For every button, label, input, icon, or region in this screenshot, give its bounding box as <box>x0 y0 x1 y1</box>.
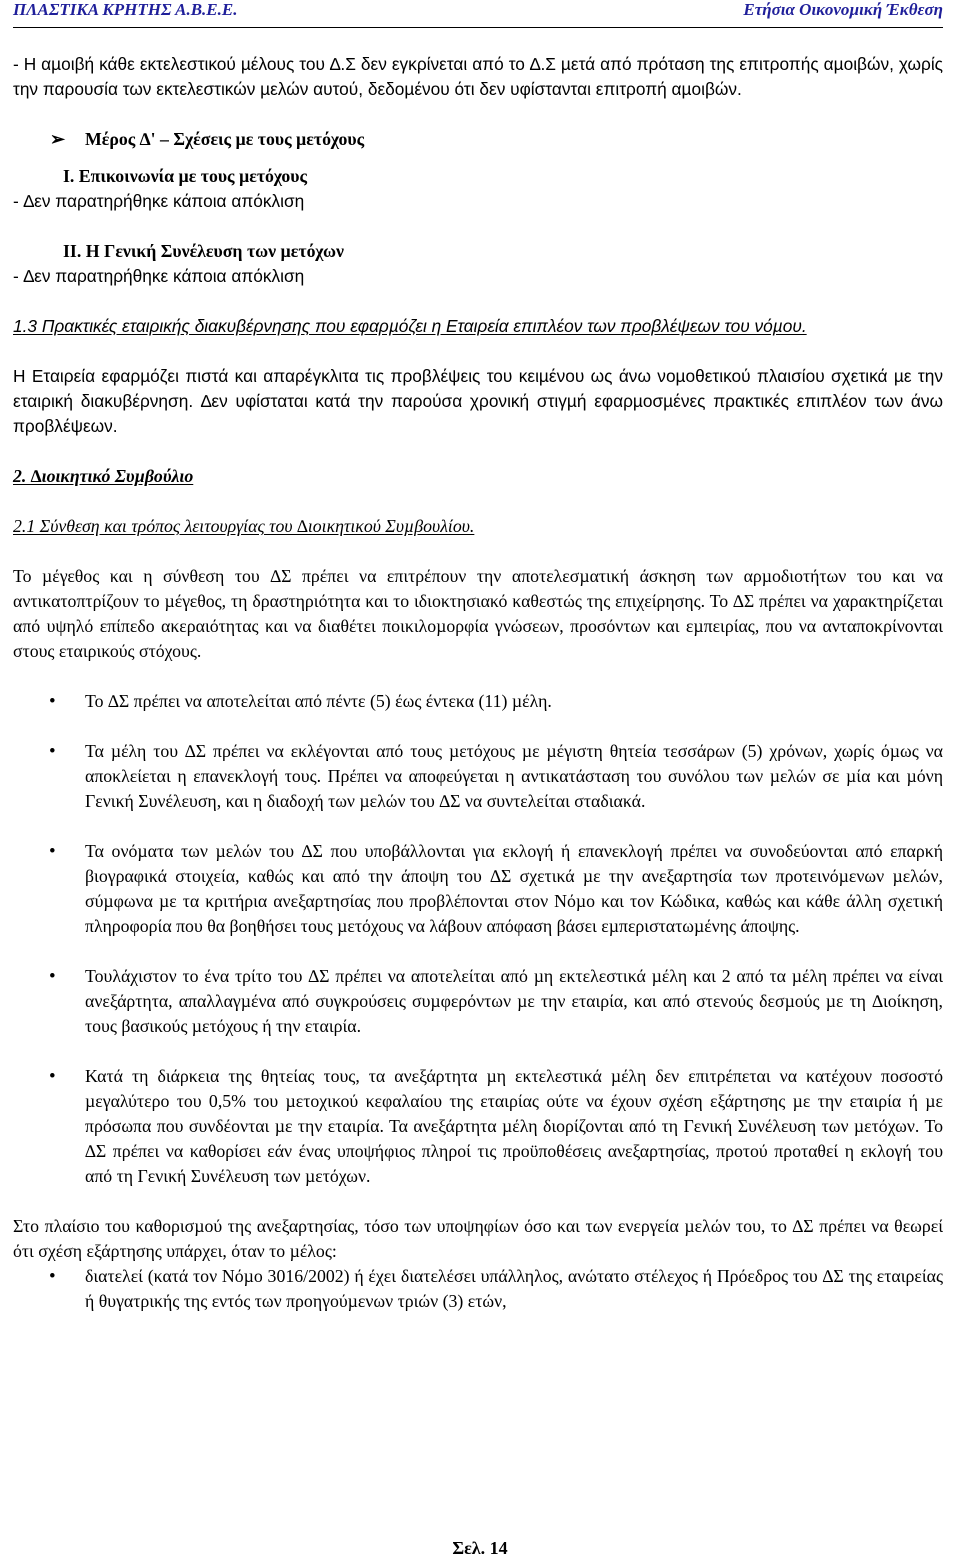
list-item: • Κατά τη διάρκεια της θητείας τους, τα ανεξάρτητα µη εκτελεστικά µέλη δεν επιτρέπεται να κατέχουν ποσοστό µεγαλύτερο του 0,5% του µετοχικού κεφαλαίου της εταιρίας ούτε να έχουν σχέση εξάρτησης µε την εταιρία ή µε πρόσωπα που συνδέονται µε την εταιρία. Τα ανεξάρτητα µέλη διορίζονται από τη Γενική Συνέλευση των µετόχων. Το ∆Σ πρέπει να καθορίσει εάν ένας υποψήφιος πληροί τις προϋποθέσεις ανεξαρτησίας, προτού προταθεί η εκλογή του από τη Γενική Συνέλευση των µετόχων. <box>13 1064 943 1189</box>
intro-paragraph: - Η αµοιβή κάθε εκτελεστικού µέλους του ∆.Σ δεν εγκρίνεται από το ∆.Σ µετά από πρόταση της επιτροπής αµοιβών, χωρίς την παρουσία των εκτελεστικών µελών αυτού, δεδοµένου ότι δεν υφίστανται επιτροπή αµοιβών. <box>13 54 943 99</box>
subsection-i-title: Ι. Επικοινωνία µε τους µετόχους <box>63 166 308 186</box>
part-d-title: Μέρος ∆' – Σχέσεις µε τους µετόχους <box>85 129 365 149</box>
subsection-i-text: - ∆εν παρατηρήθηκε κάποια απόκλιση <box>13 191 305 211</box>
section-2-heading: 2. ∆ιοικητικό Συµβούλιο <box>13 466 194 486</box>
list-item: • Τα ονόµατα των µελών του ∆Σ που υποβάλλονται για εκλογή ή επανεκλογή πρέπει να συνοδεύονται από επαρκή βιογραφικά στοιχεία, καθώς και από την άποψη του ∆Σ σχετικά µε την ανεξαρτησία των προτεινόµενων µελών, σύµφωνα µε τα κριτήρια ανεξαρτησίας που προβλέπονται στον Νόµο και τον Κώδικα, καθώς και κάθε άλλη σχετική πληροφορία που θα βοηθήσει τους µετόχους να λάβουν απόφαση βάσει εµπεριστατωµένης άποψης. <box>13 839 943 939</box>
document-body <box>13 52 943 1314</box>
arrow-bullet-icon: ➢ <box>50 129 66 149</box>
section-1-3-heading: 1.3 Πρακτικές εταιρικής διακυβέρνησης που εφαρµόζει η Εταιρεία επιπλέον των προβλέψεων του νόµου. <box>13 316 807 336</box>
independence-criteria-list <box>13 1264 943 1314</box>
list-item: • διατελεί (κατά τον Νόµο 3016/2002) ή έχει διατελέσει υπάλληλος, ανώτατο στέλεχος ή Πρόεδρος του ∆Σ της εταιρείας ή θυγατρικής της εντός των προηγούµενων τριών (3) ετών, <box>13 1264 943 1314</box>
subsection-ii-title: ΙΙ. Η Γενική Συνέλευση των µετόχων <box>63 241 344 261</box>
section-2-1-heading: 2.1 Σύνθεση και τρόπος λειτουργίας του ∆ιοικητικού Συµβουλίου. <box>13 516 475 536</box>
independence-paragraph: Στο πλαίσιο του καθορισµού της ανεξαρτησίας, τόσο των υποψηφίων όσο και των ενεργεία µελών του, το ∆Σ πρέπει να θεωρεί ότι σχέση εξάρτησης υπάρχει, όταν το µέλος: <box>13 1216 943 1261</box>
list-item: • Το ∆Σ πρέπει να αποτελείται από πέντε (5) έως έντεκα (11) µέλη. <box>13 689 943 714</box>
list-item: • Τουλάχιστον το ένα τρίτο του ∆Σ πρέπει να αποτελείται από µη εκτελεστικά µέλη και 2 από τα µέλη πρέπει να είναι ανεξάρτητα, απαλλαγµένα από συγκρούσεις συµφερόντων µε την εταιρία, και από στενούς δεσµούς µε τη ∆ιοίκηση, τους βασικούς µετόχους ή την εταιρία. <box>13 964 943 1039</box>
subsection-ii-text: - ∆εν παρατηρήθηκε κάποια απόκλιση <box>13 266 305 286</box>
part-d-heading <box>50 127 943 152</box>
list-item: • Τα µέλη του ∆Σ πρέπει να εκλέγονται από τους µετόχους µε µέγιστη θητεία τεσσάρων (5) χρόνων, χωρίς όµως να αποκλείεται η επανεκλογή τους. Πρέπει να αποφεύγεται η αντικατάσταση του συνόλου των µελών σε µία και µόνη Γενική Συνέλευση, και η διαδοχή των µελών του ∆Σ να συντελείται σταδιακά. <box>13 739 943 814</box>
report-title: Ετήσια Οικονοµική Έκθεση <box>743 0 943 19</box>
page-number: Σελ. 14 <box>452 1538 508 1558</box>
page-header <box>13 0 943 22</box>
section-1-3-text: Η Εταιρεία εφαρµόζει πιστά και απαρέγκλιτα τις προβλέψεις του κειµένου ως άνω νοµοθετικού πλαισίου σχετικά µε την εταιρική διακυβέρνηση. ∆εν υφίσταται κατά την παρούσα χρονική στιγµή εφαρµοσµένες πρακτικές επιπλέον των άνω προβλέψεων. <box>13 366 943 436</box>
company-name: ΠΛΑΣΤΙΚΑ ΚΡΗΤΗΣ Α.Β.Ε.Ε. <box>13 0 238 19</box>
board-rules-list <box>13 689 943 1189</box>
section-2-1-text: Το µέγεθος και η σύνθεση του ∆Σ πρέπει να επιτρέπουν την αποτελεσµατική άσκηση των αρµοδιοτήτων του και να αντικατοπτρίζουν το µέγεθος, τη δραστηριότητα και το ιδιοκτησιακό καθεστώς της επιχείρησης. Το ∆Σ πρέπει να χαρακτηρίζεται από υψηλό επίπεδο ακεραιότητας και να διαθέτει ποικιλοµορφία γνώσεων, προσόντων και εµπειρίας, που να ανταποκρίνονται στους εταιρικούς στόχους. <box>13 566 943 661</box>
header-divider <box>13 27 943 28</box>
